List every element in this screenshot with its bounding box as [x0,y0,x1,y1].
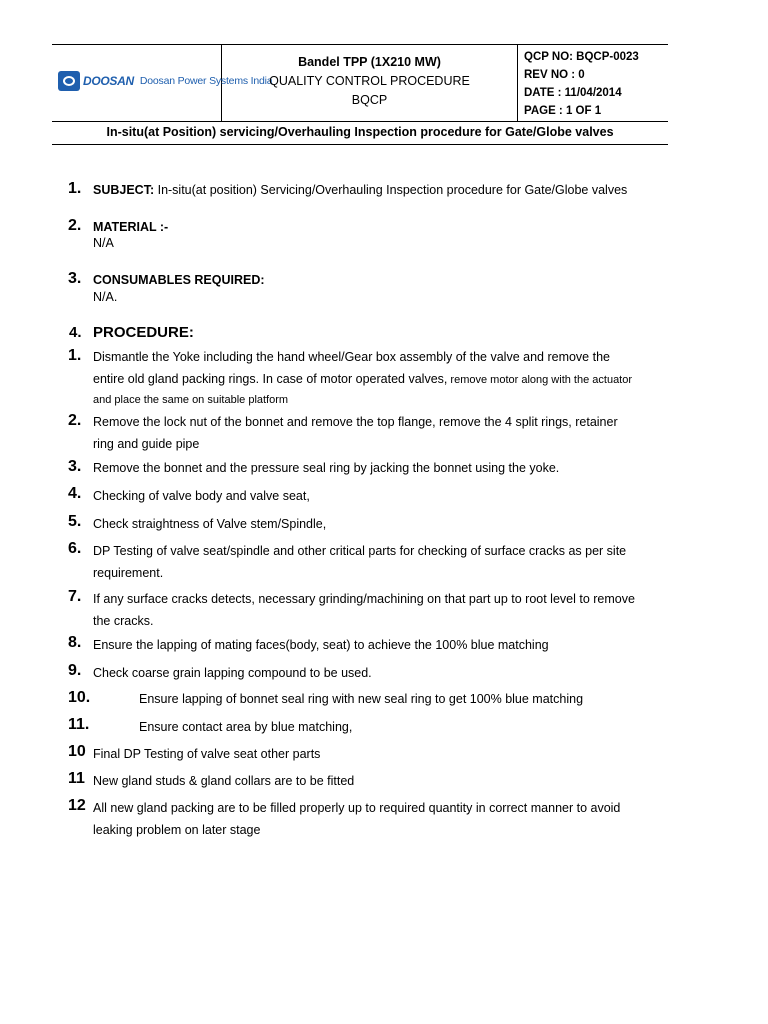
step-text [93,346,632,409]
header-title-block [222,53,517,110]
section-label: MATERIAL :- [93,220,169,234]
step-text [93,411,618,455]
step-text: Checking of valve body and valve seat, [93,489,310,503]
step-number: 6. [68,540,82,557]
section-label: PROCEDURE: [93,324,194,341]
procedure-title: QUALITY CONTROL PROCEDURE [269,74,470,88]
step-text: Check coarse grain lapping compound to be used. [93,666,372,680]
step-text: New gland studs & gland collars are to be fitted [93,774,355,788]
procedure-code: BQCP [351,93,388,107]
section-text: In-situ(at position) Servicing/Overhauling Inspection procedure for Gate/Globe valves [154,183,628,197]
step-text: Remove the bonnet and the pressure seal ring by jacking the bonnet using the yoke. [93,461,560,475]
step-number: 12 [68,797,86,814]
step-number: 9. [68,662,82,679]
logo-word: DOOSAN [83,74,134,88]
section-text: N/A. [93,290,118,304]
step-text: Ensure contact area by blue matching, [139,720,353,734]
step-text: Ensure lapping of bonnet seal ring with new seal ring to get 100% blue matching [139,692,584,706]
doosan-logo-icon [58,71,80,91]
section-text: N/A [93,236,114,250]
qcp-number: QCP NO: BQCP-0023 [524,51,639,63]
section-number: 3. [68,270,82,287]
step-line: leaking problem on later stage [93,823,261,837]
step-number: 10 [68,743,86,760]
step-line-part: entire old gland packing rings. In case of motor operated valves, [93,372,448,386]
step-number: 7. [68,588,82,605]
step-text [93,540,626,584]
step-number: 3. [68,458,82,475]
step-text [93,797,620,841]
section-number: 2. [68,217,82,234]
section-number: 1. [68,180,82,197]
step-number: 1. [68,347,82,364]
step-number: 4. [68,485,82,502]
step-line-part: remove motor along with the actuator [447,374,633,386]
section-number: 4. [69,324,82,341]
document-meta [524,48,639,120]
step-number: 11. [68,716,90,733]
subject-section [93,179,627,201]
step-number: 10. [68,689,91,706]
step-number: 11 [68,770,85,787]
step-number: 2. [68,412,82,429]
step-line: If any surface cracks detects, necessary grinding/machining on that part up to root level to remove [93,592,635,606]
revision-number: REV NO : 0 [524,69,585,81]
step-text: Check straightness of Valve stem/Spindle, [93,517,327,531]
step-line: Dismantle the Yoke including the hand wheel/Gear box assembly of the valve and remove the [93,350,610,364]
header-table [52,44,668,122]
step-line: requirement. [93,566,164,580]
project-title: Bandel TPP (1X210 MW) [298,55,441,69]
step-line: Remove the lock nut of the bonnet and remove the top flange, remove the 4 split rings, retainer [93,415,618,429]
step-line: the cracks. [93,614,154,628]
step-line: All new gland packing are to be filled properly up to required quantity in correct manner to avoid [93,801,621,815]
document-date: DATE : 11/04/2014 [524,87,622,99]
step-line: ring and guide pipe [93,437,200,451]
step-text: Ensure the lapping of mating faces(body, seat) to achieve the 100% blue matching [93,638,549,652]
step-text: Final DP Testing of valve seat other parts [93,747,321,761]
step-line: DP Testing of valve seat/spindle and other critical parts for checking of surface cracks as per site [93,544,627,558]
logo-text: Doosan Power Systems India [139,75,273,87]
step-number: 5. [68,513,82,530]
section-label: CONSUMABLES REQUIRED: [93,273,265,287]
subject-banner: In-situ(at Position) servicing/Overhauling Inspection procedure for Gate/Globe valves [52,120,668,145]
step-line [93,368,632,391]
section-label: SUBJECT: [93,183,155,197]
header-divider [517,45,518,121]
page-number: PAGE : 1 OF 1 [524,105,602,117]
step-number: 8. [68,634,82,651]
step-line: and place the same on suitable platform [93,394,289,406]
step-text [93,588,635,632]
